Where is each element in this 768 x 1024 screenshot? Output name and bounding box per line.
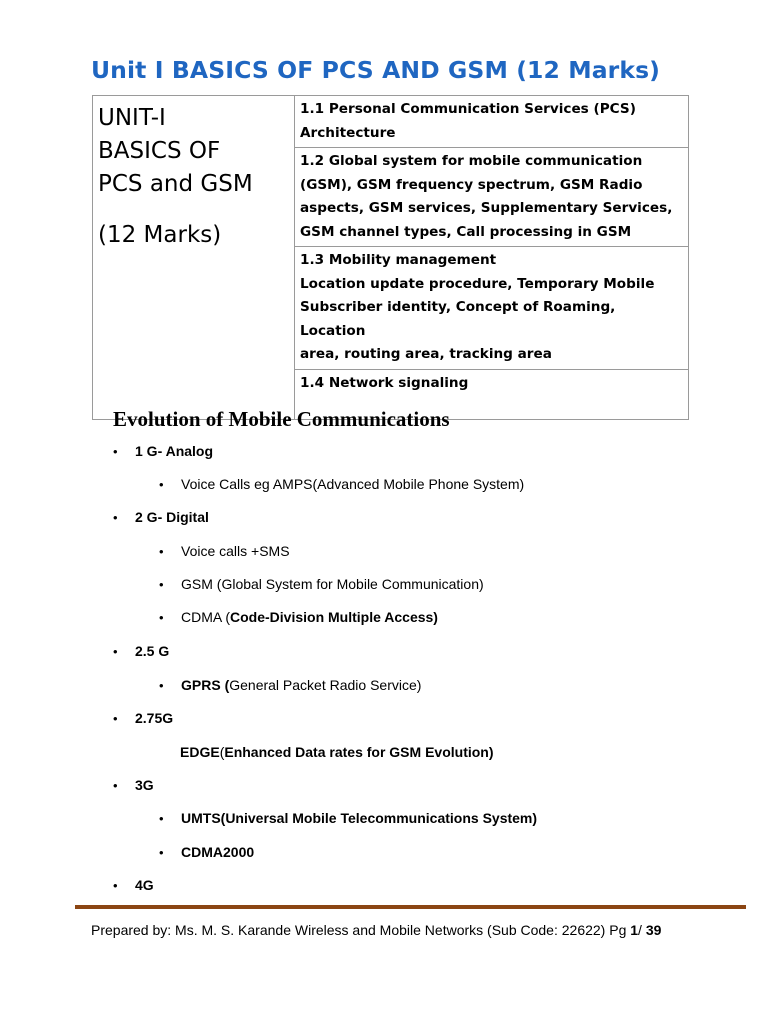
bullet-icon: • (113, 711, 118, 726)
unit-marks: (12 Marks) (98, 222, 222, 248)
page-title: Unit I BASICS OF PCS AND GSM (12 Marks) (91, 56, 661, 84)
topic-line: GSM channel types, Call processing in GSM (300, 223, 632, 240)
footer-text: Prepared by: Ms. M. S. Karande Wireless and Mobile Networks (Sub Code: 22622) Pg (91, 922, 631, 938)
gen-label-4g: 4G (135, 877, 154, 893)
topic-line: 1.3 Mobility management (300, 252, 497, 268)
unit-table (92, 95, 689, 420)
gen-item-rest: General Packet Radio Service) (229, 677, 422, 693)
bullet-icon: • (113, 510, 118, 525)
bullet-icon: • (159, 845, 164, 860)
bullet-icon: • (159, 577, 164, 592)
footer-divider (75, 905, 746, 909)
gen-item (181, 609, 438, 625)
gen-item-rest: ( (219, 744, 225, 760)
gen-item-prefix: CDMA ( (181, 609, 230, 625)
footer-separator: / (638, 922, 646, 938)
bullet-icon: • (113, 878, 118, 893)
topic-line: (GSM), GSM frequency spectrum, GSM Radio (300, 176, 643, 193)
bullet-icon: • (159, 477, 164, 492)
gen-item (181, 677, 421, 693)
gen-item: Voice calls +SMS (181, 543, 290, 559)
page-footer (91, 922, 661, 938)
topic-line: 1.1 Personal Communication Services (PCS) (300, 101, 636, 117)
footer-page-number: 1 (630, 922, 639, 938)
bullet-icon: • (159, 678, 164, 693)
topic-cell-1-2 (295, 148, 689, 247)
bullet-icon: • (113, 444, 118, 459)
bullet-icon: • (159, 811, 164, 826)
footer-page-total: 39 (645, 922, 662, 938)
topic-line: Architecture (300, 124, 396, 141)
gen-item: UMTS(Universal Mobile Telecommunications System) (181, 810, 538, 826)
topic-line: Location update procedure, Temporary Mobile (300, 275, 655, 292)
topic-cell-1-1 (295, 96, 689, 148)
unit-title-cell (93, 96, 295, 420)
gen-item: GSM (Global System for Mobile Communication) (181, 576, 484, 592)
topic-line: Subscriber identity, Concept of Roaming, Location (300, 299, 616, 339)
topic-line: area, routing area, tracking area (300, 346, 552, 362)
bullet-icon: • (113, 778, 118, 793)
topic-cell-1-3 (295, 247, 689, 370)
gen-item-bold: GPRS ( (181, 677, 230, 693)
gen-item: Voice Calls eg AMPS(Advanced Mobile Phone System) (181, 476, 525, 492)
bullet-icon: • (159, 544, 164, 559)
gen-label-3g: 3G (135, 777, 154, 793)
bullet-icon: • (159, 610, 164, 625)
topic-line: 1.2 Global system for mobile communication (300, 153, 643, 169)
gen-item-bold: Code-Division Multiple Access) (230, 609, 438, 625)
topic-line: aspects, GSM services, Supplementary Services, (300, 200, 673, 216)
bullet-icon: • (113, 644, 118, 659)
gen-label-2g: 2 G- Digital (135, 509, 209, 525)
section-heading: Evolution of Mobile Communications (113, 407, 450, 431)
gen-item-bold: EDGE (180, 744, 220, 760)
gen-label-2-75g: 2.75G (135, 710, 174, 726)
gen-item-bold: Enhanced Data rates for GSM Evolution) (224, 744, 494, 760)
gen-item: CDMA2000 (181, 844, 255, 860)
gen-item (180, 744, 494, 760)
unit-title-line: BASICS OF (98, 138, 221, 164)
gen-label-1g: 1 G- Analog (135, 443, 214, 459)
topic-line: 1.4 Network signaling (300, 374, 469, 391)
gen-label-2-5g: 2.5 G (135, 643, 170, 659)
unit-title-line: UNIT-I (98, 105, 166, 131)
unit-title-line: PCS and GSM (98, 171, 253, 197)
